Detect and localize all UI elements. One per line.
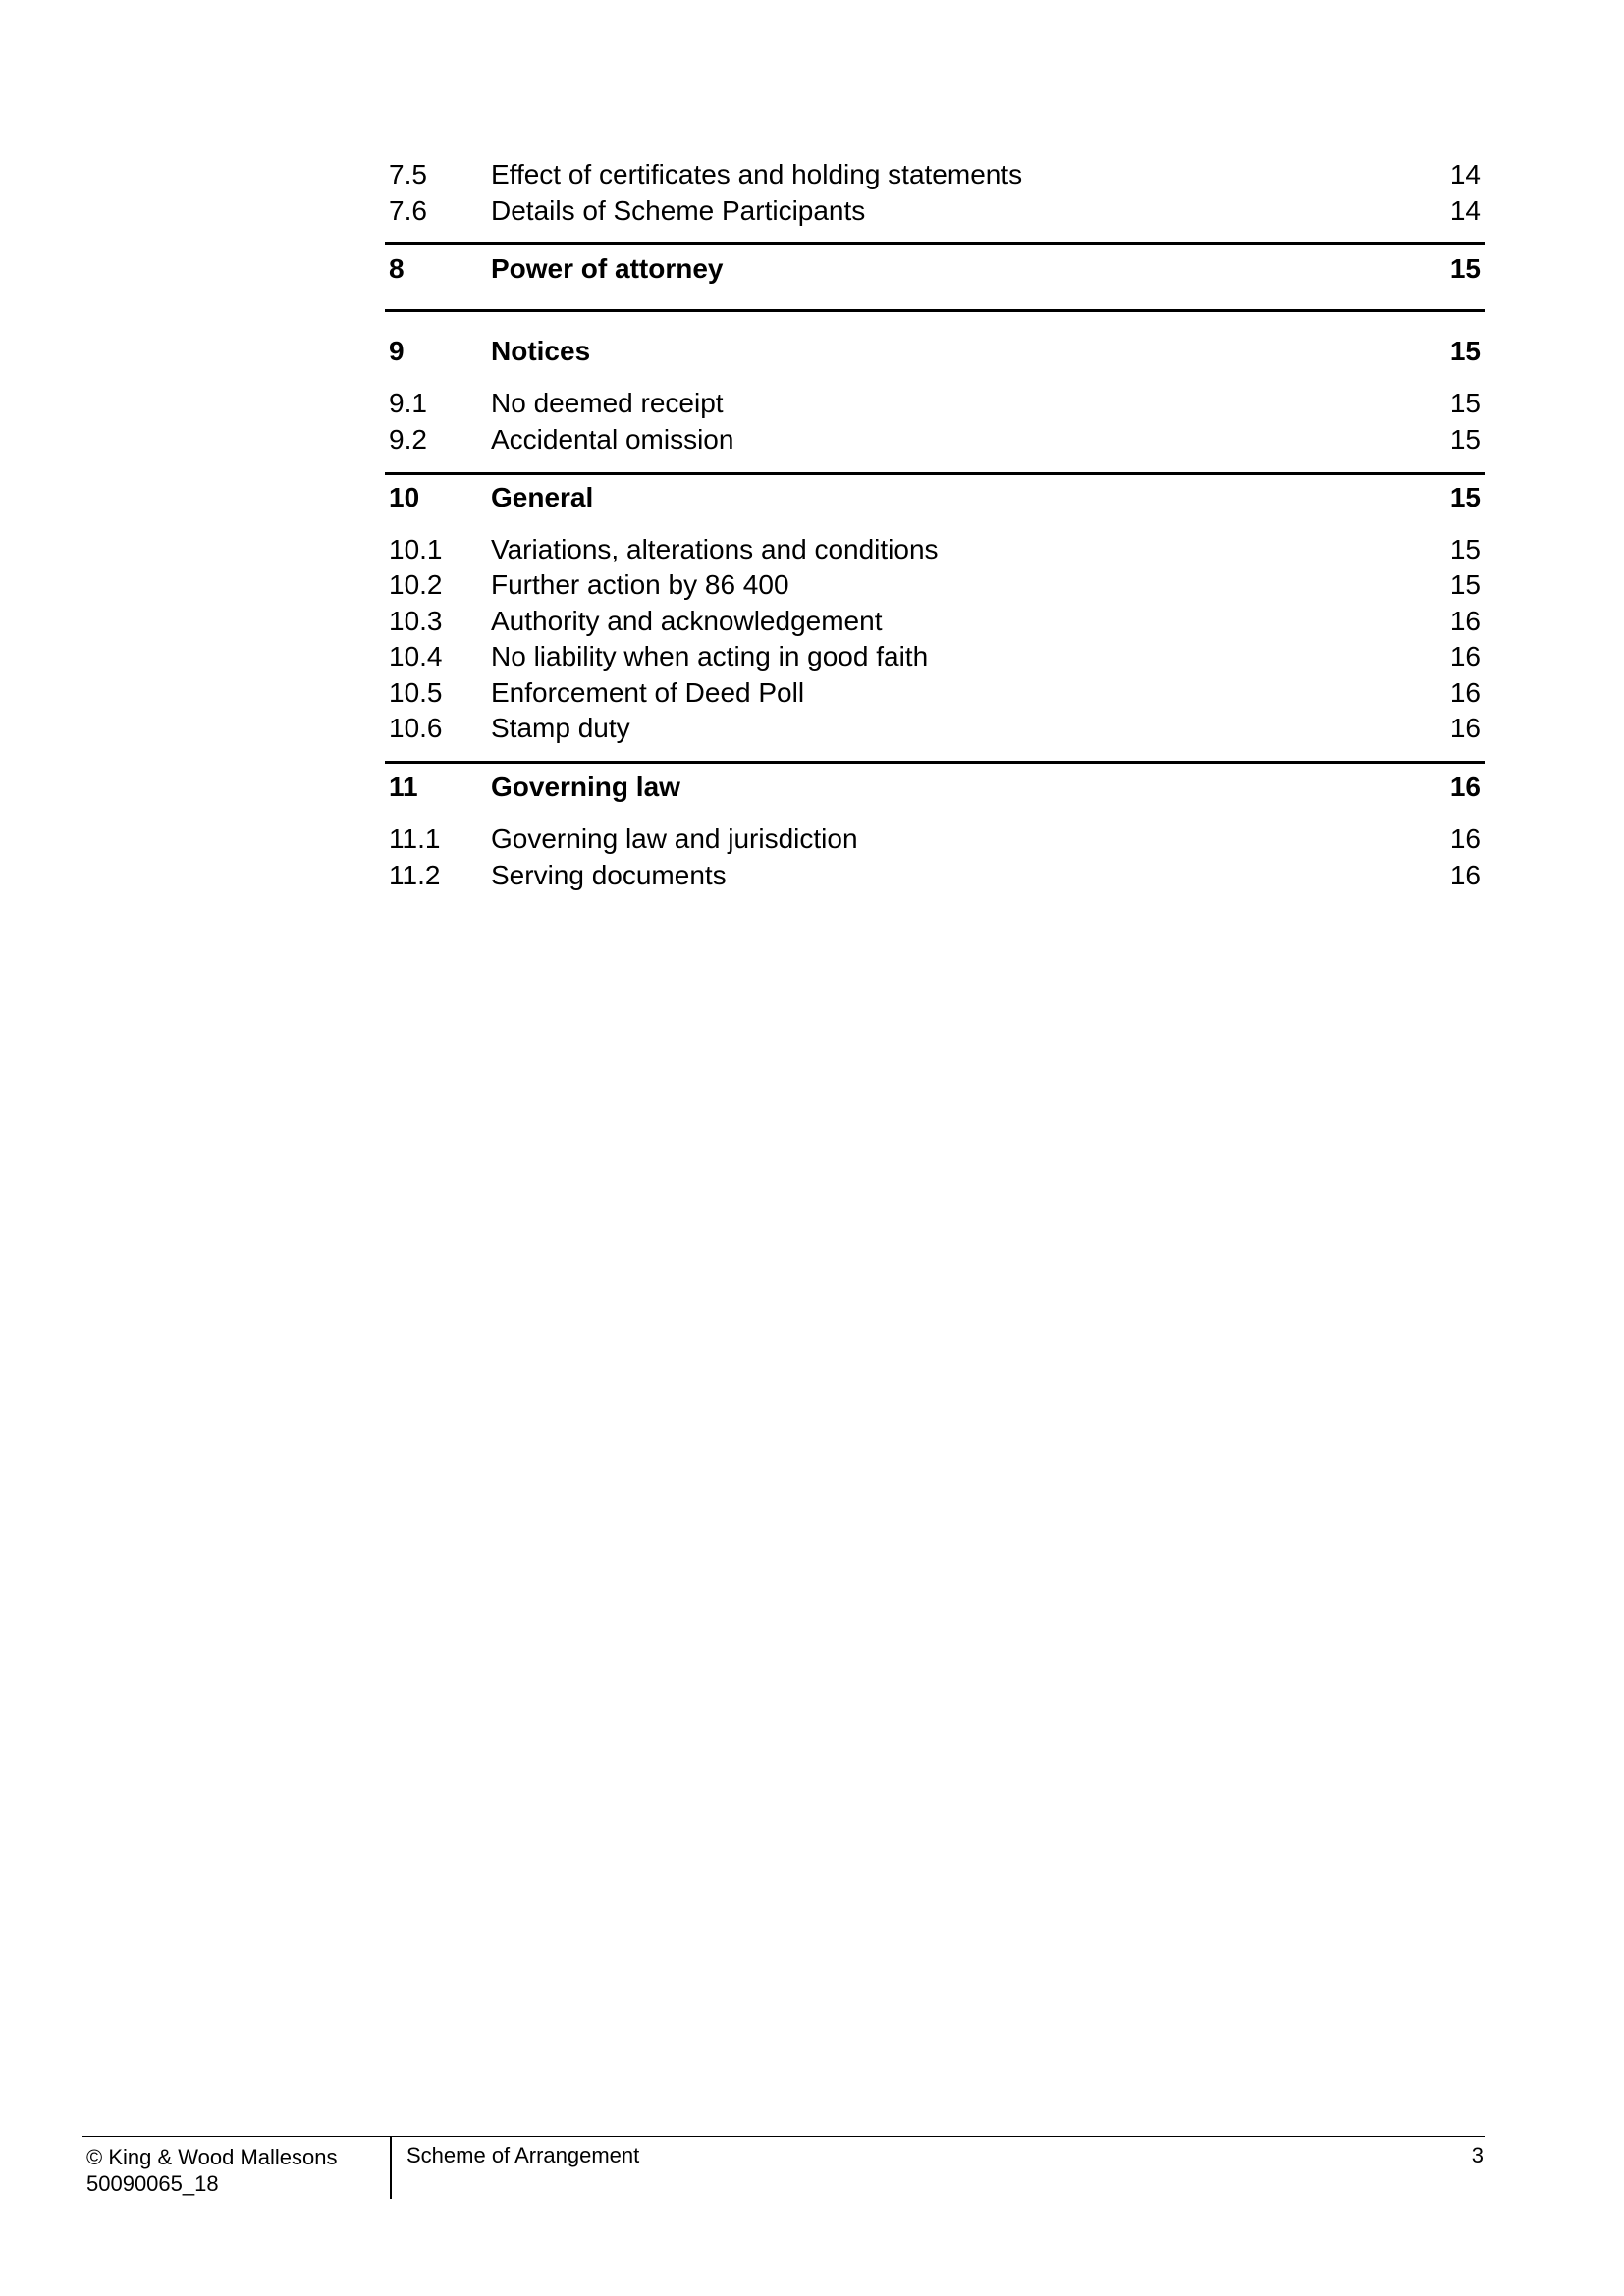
toc-entry-title: Variations, alterations and conditions	[491, 534, 939, 564]
toc-entry-title: Further action by 86 400	[491, 569, 789, 600]
toc-entry-page: 15	[1449, 569, 1481, 600]
toc-entry-page: 14	[1449, 195, 1481, 226]
toc-heading-title: Notices	[491, 336, 591, 366]
section-divider	[385, 761, 1485, 764]
toc-entry-title: Effect of certificates and holding statements	[491, 159, 1023, 189]
toc-entry-number: 10.6	[389, 713, 443, 743]
toc-heading-title: Power of attorney	[491, 253, 724, 284]
toc-entry-9-1[interactable]	[385, 386, 1485, 421]
toc-entry-number: 10.5	[389, 677, 443, 708]
toc-entry-number: 7.6	[389, 195, 427, 226]
toc-entry-10-6[interactable]	[385, 711, 1485, 746]
toc-entry-title: No deemed receipt	[491, 388, 724, 418]
toc-entry-number: 10.1	[389, 534, 443, 564]
toc-heading-page: 15	[1449, 482, 1481, 512]
toc-entry-number: 9.1	[389, 388, 427, 418]
toc-entry-number: 11.2	[389, 860, 441, 890]
toc-heading-number: 11	[389, 772, 418, 802]
toc-entry-10-4[interactable]	[385, 639, 1485, 674]
section-divider	[385, 472, 1485, 475]
toc-heading-title: Governing law	[491, 772, 680, 802]
toc-entry-title: Serving documents	[491, 860, 727, 890]
toc-entry-number: 7.5	[389, 159, 427, 189]
toc-entry-page: 16	[1449, 606, 1481, 636]
toc-entry-number: 10.3	[389, 606, 443, 636]
toc-entry-page: 15	[1449, 534, 1481, 564]
toc-entry-10-3[interactable]	[385, 604, 1485, 639]
toc-entry-10-1[interactable]	[385, 532, 1485, 567]
toc-heading-number: 10	[389, 482, 420, 512]
toc-heading-title: General	[491, 482, 594, 512]
footer-copyright: © King & Wood Mallesons	[86, 2145, 338, 2169]
toc-entry-title: Authority and acknowledgement	[491, 606, 883, 636]
toc-entry-10-5[interactable]	[385, 675, 1485, 711]
toc-heading-8[interactable]	[385, 251, 1485, 287]
toc-entry-page: 15	[1449, 424, 1481, 454]
toc-entry-7-5[interactable]	[385, 157, 1485, 192]
footer-divider	[390, 2137, 392, 2199]
footer-rule	[82, 2136, 1485, 2137]
toc-entry-11-1[interactable]	[385, 822, 1485, 857]
toc-entry-page: 16	[1449, 677, 1481, 708]
toc-entry-number: 9.2	[389, 424, 427, 454]
toc-entry-page: 14	[1449, 159, 1481, 189]
section-divider	[385, 242, 1485, 245]
toc-heading-number: 8	[389, 253, 405, 284]
toc-entry-title: Stamp duty	[491, 713, 630, 743]
toc-entry-number: 10.4	[389, 641, 443, 671]
toc-entry-page: 16	[1449, 641, 1481, 671]
toc-heading-10[interactable]	[385, 480, 1485, 515]
footer-page-number: 3	[1471, 2143, 1484, 2167]
toc-entry-9-2[interactable]	[385, 422, 1485, 457]
toc-entry-11-2[interactable]	[385, 858, 1485, 893]
footer-document-number: 50090065_18	[86, 2171, 219, 2196]
toc-entry-10-2[interactable]	[385, 567, 1485, 603]
toc-entry-title: Enforcement of Deed Poll	[491, 677, 805, 708]
toc-entry-page: 16	[1449, 824, 1481, 854]
toc-entry-7-6[interactable]	[385, 193, 1485, 229]
toc-entry-number: 11.1	[389, 824, 441, 854]
toc-entry-title: Details of Scheme Participants	[491, 195, 866, 226]
footer-document-title: Scheme of Arrangement	[406, 2143, 640, 2167]
toc-entry-title: Accidental omission	[491, 424, 734, 454]
toc-entry-number: 10.2	[389, 569, 443, 600]
toc-entry-title: No liability when acting in good faith	[491, 641, 929, 671]
toc-entry-page: 16	[1449, 860, 1481, 890]
toc-heading-page: 15	[1449, 253, 1481, 284]
toc-heading-page: 16	[1449, 772, 1481, 802]
toc-heading-number: 9	[389, 336, 405, 366]
section-divider	[385, 309, 1485, 312]
toc-heading-page: 15	[1449, 336, 1481, 366]
toc-heading-11[interactable]	[385, 770, 1485, 805]
toc-entry-title: Governing law and jurisdiction	[491, 824, 858, 854]
toc-entry-page: 15	[1449, 388, 1481, 418]
toc-heading-9[interactable]	[385, 334, 1485, 369]
toc-entry-page: 16	[1449, 713, 1481, 743]
